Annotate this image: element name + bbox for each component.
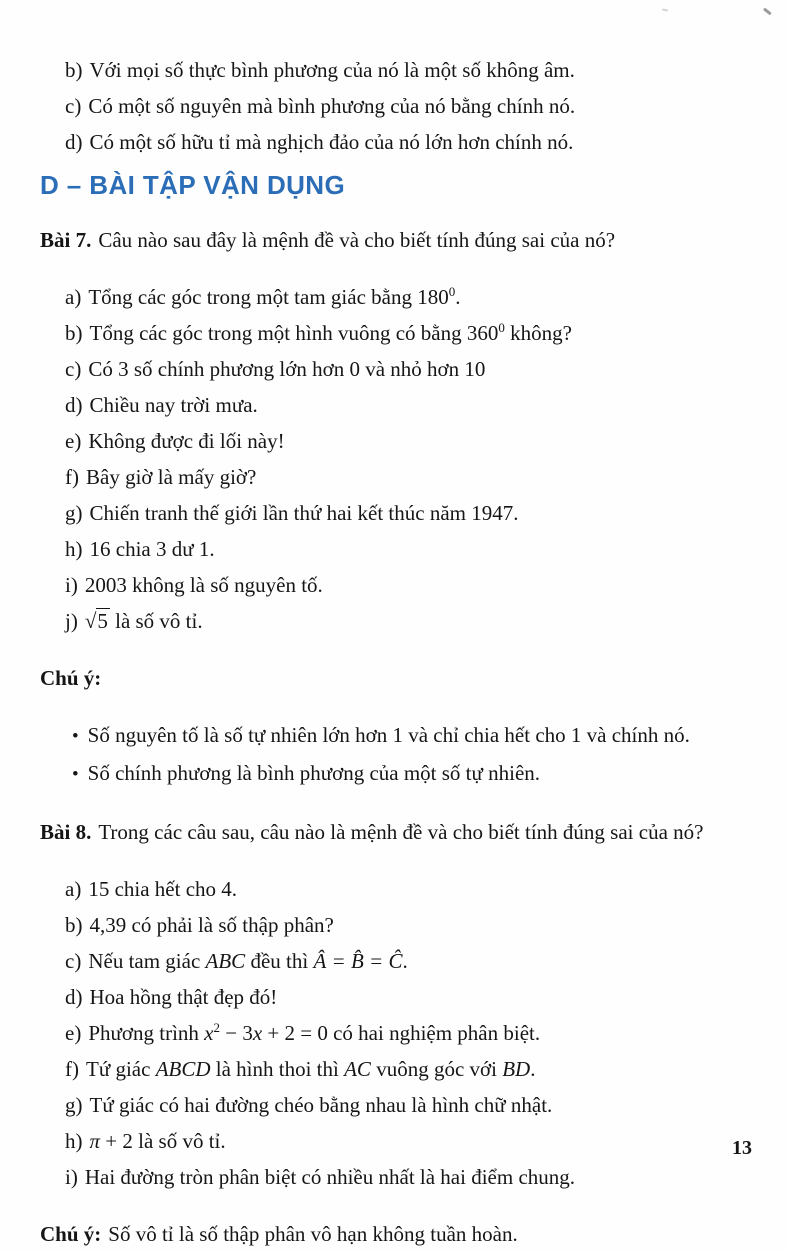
sqrt-expression: √5 (84, 609, 108, 633)
list-item (65, 459, 746, 495)
item-label: j) (65, 609, 78, 633)
item-label: h) (65, 537, 83, 561)
list-item (65, 495, 746, 531)
item-label: c) (65, 357, 82, 381)
note-2-label: Chú ý: (40, 1222, 102, 1246)
item-label: g) (65, 1093, 83, 1117)
item-label: e) (65, 429, 82, 453)
list-item (65, 124, 746, 160)
section-heading: D – BÀI TẬP VẬN DỤNG (40, 170, 346, 200)
item-text: Với mọi số thực bình phương của nó là một số không âm. (89, 58, 575, 82)
item-text: Tứ giác ABCD là hình thoi thì AC vuông góc với BD. (86, 1057, 536, 1081)
item-text: Có một số hữu tỉ mà nghịch đảo của nó lớn hơn chính nó. (89, 130, 574, 154)
intro-list (40, 52, 746, 160)
list-item (65, 1087, 746, 1123)
list-item (65, 351, 746, 387)
item-text: Có 3 số chính phương lớn hơn 0 và nhỏ hơn 10 (88, 357, 486, 381)
list-item (65, 279, 746, 315)
note-2-line (40, 1216, 746, 1252)
item-text: 2003 không là số nguyên tố. (84, 573, 323, 597)
item-text: Hai đường tròn phân biệt có nhiều nhất là hai điểm chung. (84, 1165, 576, 1189)
item-label: f) (65, 465, 79, 489)
item-label: b) (65, 913, 83, 937)
list-item (65, 88, 746, 124)
item-text: √5 là số vô tỉ. (84, 609, 203, 633)
item-text: Tứ giác có hai đường chéo bằng nhau là hình chữ nhật. (89, 1093, 553, 1117)
list-item (65, 907, 746, 943)
item-label: f) (65, 1057, 79, 1081)
item-text: Tổng các góc trong một tam giác bằng $180^0$. (88, 284, 461, 309)
item-label: a) (65, 285, 82, 309)
scan-artifact (662, 8, 668, 11)
item-text: Chiến tranh thế giới lần thứ hai kết thúc năm 1947. (89, 501, 519, 525)
exercise-7-label: Bài 7. (40, 228, 92, 252)
item-text: Bây giờ là mấy giờ? (86, 465, 257, 489)
note-1-list (40, 717, 746, 793)
exercise-8-question: Trong các câu sau, câu nào là mệnh đề và cho biết tính đúng sai của nó? (98, 820, 704, 844)
page-number: 13 (732, 1137, 752, 1159)
list-item (65, 979, 746, 1015)
list-item (65, 1123, 746, 1159)
item-text: Nếu tam giác ABC đều thì Â = B̂ = Ĉ. (88, 949, 408, 973)
list-item (65, 315, 746, 351)
item-text: Phương trình $x^2 - 3x + 2 = 0$ có hai nghiệm phân biệt. (88, 1020, 541, 1045)
list-item (65, 943, 746, 979)
item-text: 4,39 có phải là số thập phân? (89, 913, 334, 937)
item-label: b) (65, 58, 83, 82)
list-item (65, 603, 746, 639)
item-text: Tổng các góc trong một hình vuông có bằng $360^0$ không? (89, 320, 572, 345)
bullet-icon: • (72, 764, 79, 785)
note-2-text: Số vô tỉ là số thập phân vô hạn không tuần hoàn. (108, 1222, 518, 1246)
item-label: d) (65, 985, 83, 1009)
scan-artifact (763, 7, 772, 15)
item-text: Không được đi lối này! (88, 429, 285, 453)
item-text: 15 chia hết cho 4. (88, 877, 238, 901)
exercise-7-list (40, 279, 746, 639)
list-item (65, 423, 746, 459)
item-text: π + 2 là số vô tỉ. (89, 1129, 226, 1153)
bullet-item (72, 717, 746, 755)
item-text: Có một số nguyên mà bình phương của nó bằng chính nó. (88, 94, 576, 118)
exercise-7-question: Câu nào sau đây là mệnh đề và cho biết tính đúng sai của nó? (98, 228, 616, 252)
list-item (65, 52, 746, 88)
item-text: Hoa hồng thật đẹp đó! (89, 985, 278, 1009)
list-item (65, 387, 746, 423)
note-1-label: Chú ý: (40, 666, 102, 690)
item-label: e) (65, 1021, 82, 1045)
exercise-8-list (40, 871, 746, 1195)
item-label: d) (65, 393, 83, 417)
list-item (65, 531, 746, 567)
item-label: c) (65, 949, 82, 973)
item-label: i) (65, 573, 78, 597)
item-label: c) (65, 94, 82, 118)
item-text: Chiều nay trời mưa. (89, 393, 258, 417)
list-item (65, 871, 746, 907)
list-item (65, 1051, 746, 1087)
item-text: 16 chia 3 dư 1. (89, 537, 215, 561)
exercise-8-header (40, 814, 746, 850)
exercise-8-label: Bài 8. (40, 820, 92, 844)
list-item (65, 1015, 746, 1051)
item-label: d) (65, 130, 83, 154)
note-1-header (40, 660, 746, 696)
item-label: i) (65, 1165, 78, 1189)
list-item (65, 567, 746, 603)
item-label: b) (65, 321, 83, 345)
item-label: a) (65, 877, 82, 901)
bullet-item (72, 755, 746, 793)
item-label: h) (65, 1129, 83, 1153)
bullet-text: Số nguyên tố là số tự nhiên lớn hơn 1 và chỉ chia hết cho 1 và chính nó. (87, 723, 690, 747)
list-item (65, 1159, 746, 1195)
item-label: g) (65, 501, 83, 525)
bullet-icon: • (72, 726, 79, 747)
exercise-7-header (40, 222, 746, 258)
bullet-text: Số chính phương là bình phương của một số tự nhiên. (87, 761, 541, 785)
